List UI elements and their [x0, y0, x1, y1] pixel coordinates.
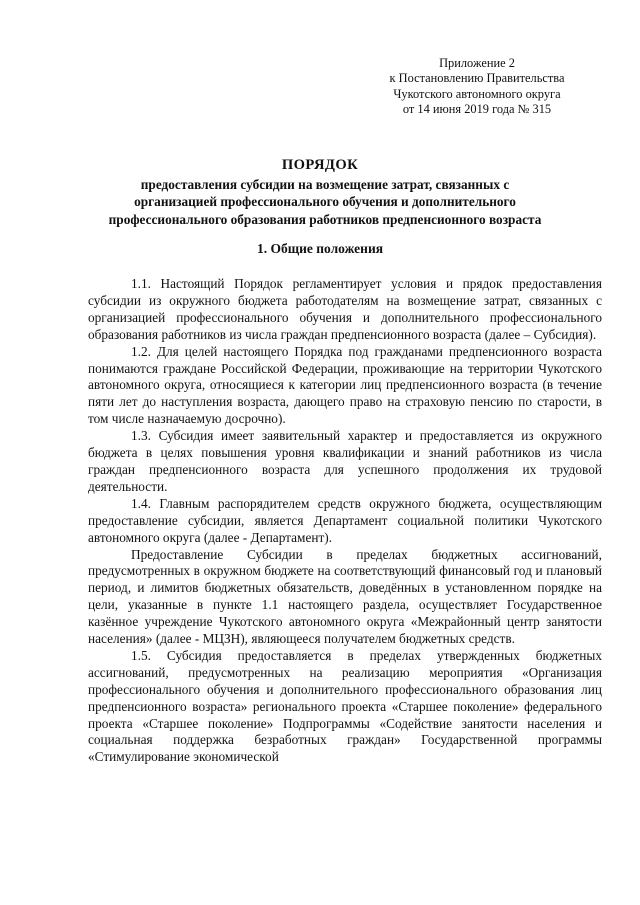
- paragraph: 1.1. Настоящий Порядок регламентирует условия и прядок предоставления субсидии из окружного бюджета работодателям на возмещение затрат, связанных с организацией профессионального обучения и дополнительного профессионального образования работников из числа граждан предпенсионного возраста (далее – Субсидия).: [88, 276, 602, 342]
- paragraph: 1.5. Субсидия предоставляется в пределах утвержденных бюджетных ассигнований, предусмотренных на реализацию мероприятия «Организация профессионального обучения и дополнительного профессионального образования лиц предпенсионного возраста» регионального проекта «Старшее поколение» федерального проекта «Старшее поколение» Подпрограммы «Содействие занятости населения и социальная поддержка безработных граждан» Государственной программы «Стимулирование экономической: [88, 647, 602, 765]
- subtitle-line: предоставления субсидии на возмещение затрат, связанных с: [140, 177, 510, 192]
- document-subtitle: [82, 176, 568, 228]
- subtitle-line: профессионального образования работников предпенсионного возраста: [108, 211, 542, 227]
- paragraph: 1.3. Субсидия имеет заявительный характер и предоставляется из окружного бюджета в целях повышения уровня квалификации и знаний работников из числа граждан предпенсионного возраста для успешного продолжения их трудовой деятельности.: [88, 428, 602, 494]
- section-heading: 1. Общие положения: [256, 241, 384, 256]
- appendix-line: Приложение 2: [439, 56, 515, 70]
- paragraph: Предоставление Субсидии в пределах бюджетных ассигнований, предусмотренных в окружном бюджете на соответствующий финансовый год и плановый период, и лимитов бюджетных обязательств, доведённых в установленном порядке на цели, указанные в пункте 1.1 настоящего раздела, осуществляет Государственное казённое учреждение Чукотского автономного округа «Межрайонный центр занятости населения» (далее - МЦЗН), являющееся получателем бюджетных средств.: [88, 546, 602, 647]
- appendix-block: [372, 56, 582, 118]
- document-title: ПОРЯДОК: [281, 157, 359, 173]
- paragraph: 1.4. Главным распорядителем средств окружного бюджета, осуществляющим предоставление субсидии, является Департамент социальной политики Чукотского автономного округа (далее - Департамент).: [88, 495, 602, 545]
- subtitle-line: организацией профессионального обучения и дополнительного: [134, 194, 516, 210]
- paragraph: 1.2. Для целей настоящего Порядка под гражданами предпенсионного возраста понимаются граждане Российской Федерации, проживающие на территории Чукотского автономного округа, относящиеся к категории лиц предпенсионного возраста (в течение пяти лет до наступления возраста, дающего право на страховую пенсию по старости, в том числе назначаемую досрочно).: [88, 343, 602, 427]
- appendix-line: к Постановлению Правительства: [389, 71, 565, 86]
- appendix-line: Чукотского автономного округа: [393, 86, 561, 101]
- document-body: [88, 276, 602, 766]
- appendix-line: от 14 июня 2019 года № 315: [402, 102, 552, 117]
